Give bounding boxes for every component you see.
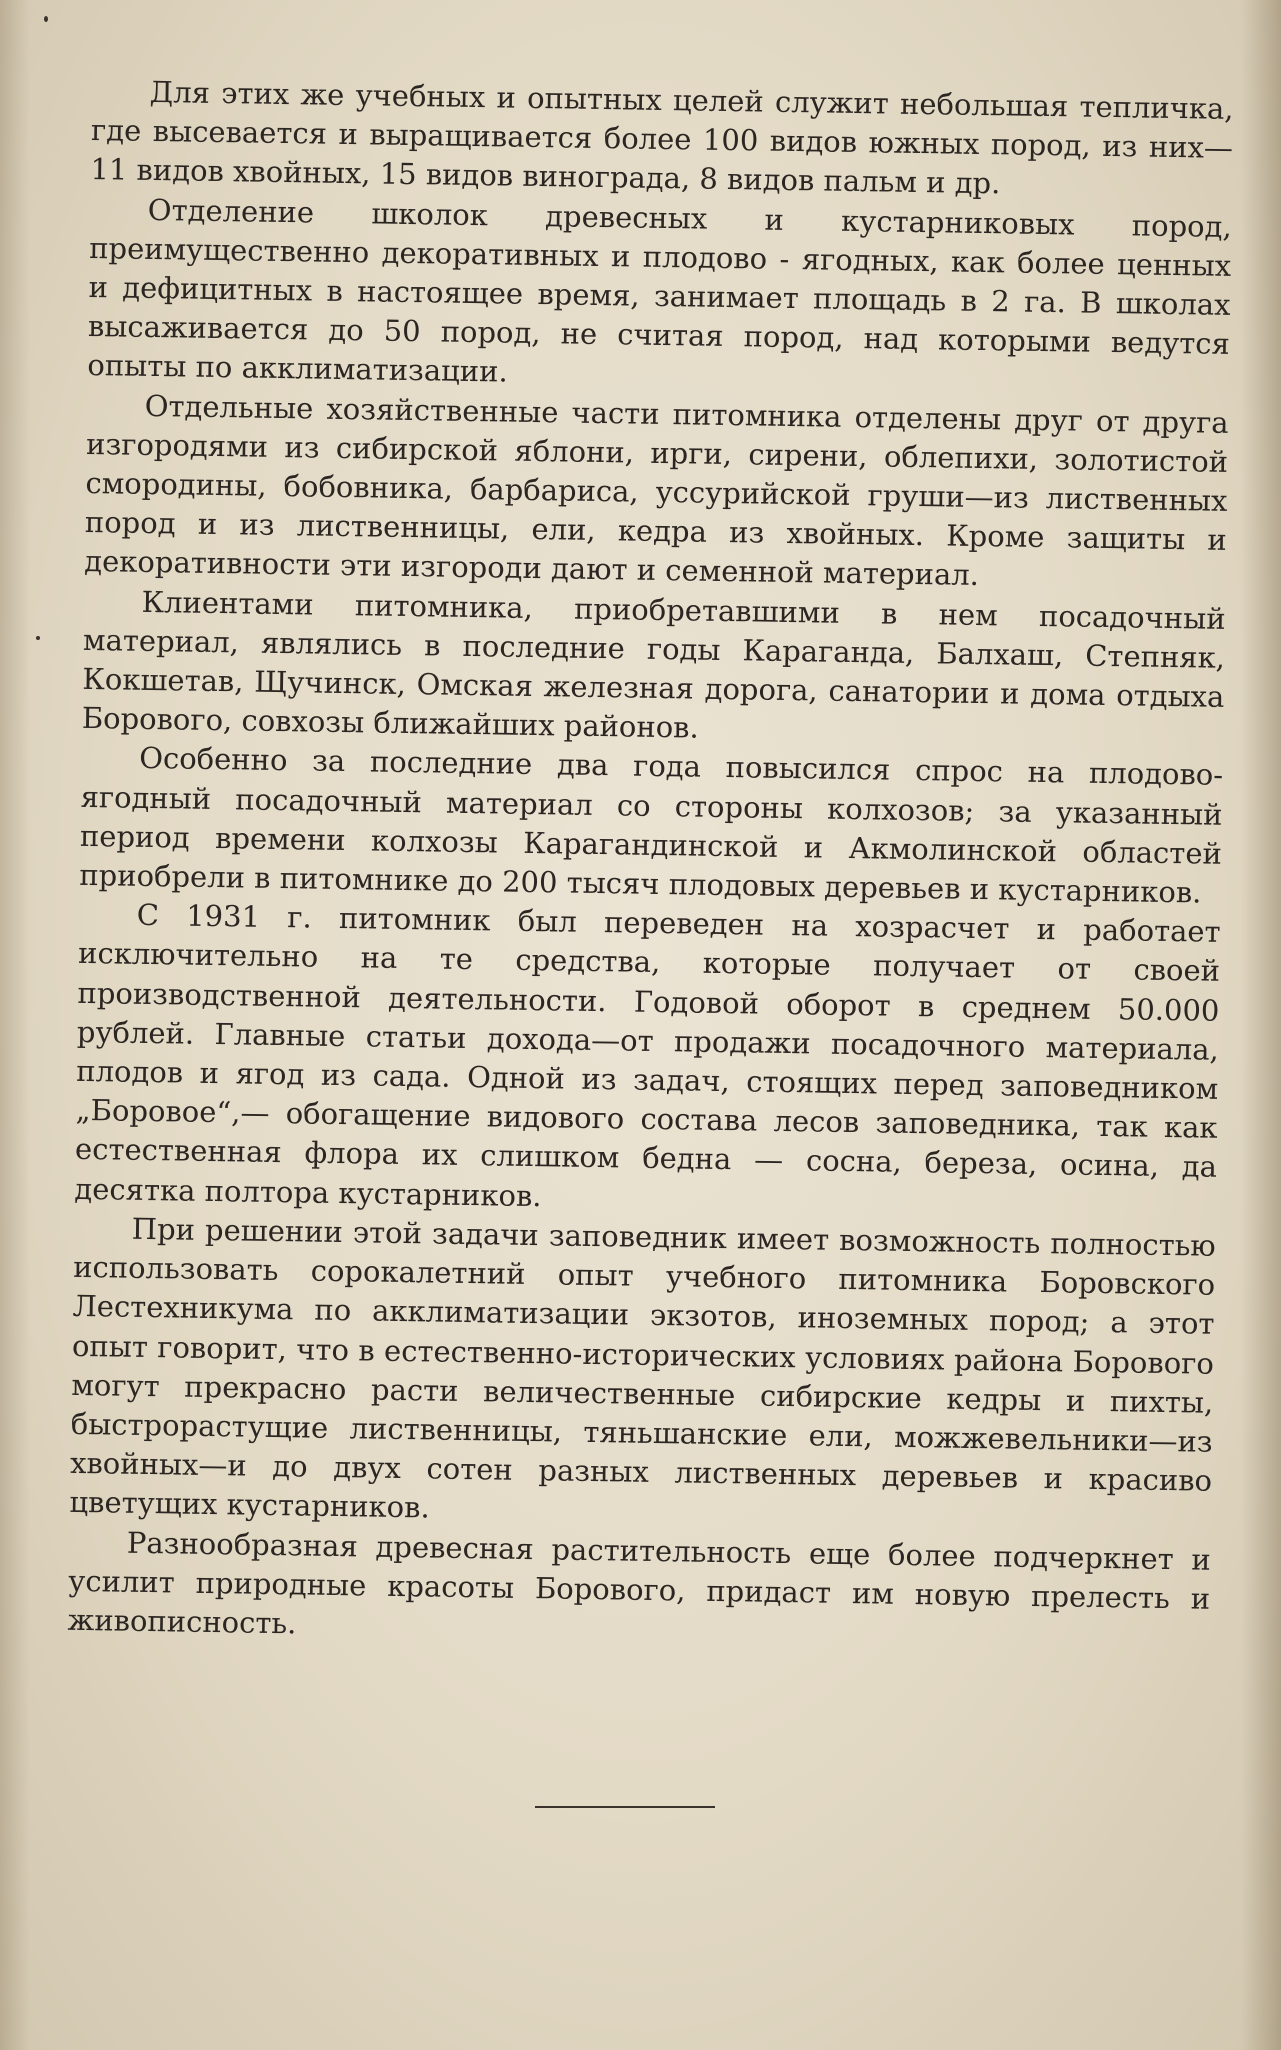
body-text	[67, 72, 1233, 1658]
paragraph: Отделение школок древесных и кустарниковых пород, преимущественно декоративных и плодово - ягодных, как более ценных и дефицитных в настоящее время, занимает площадь в 2 га. В школах высаживается до 50 пород, не считая пород, над которыми ведутся опыты по акклиматизации.	[87, 192, 1232, 389]
paragraph: При решении этой задачи заповедник имеет возможность полностью использовать сорокалетний опыт учебного питомника Боровского Лестехникума по акклиматизации экзотов, иноземных пород; а этот опыт говорит, что в естественно-исторических условиях района Борового могут прекрасно расти величественные сибирские кедры и пихты, быстрорастущие лиственницы, тяньшанские ели, можжевельники—из хвойных—и до двух сотен разных лиственных деревьев и красиво цветущих кустарников.	[69, 1211, 1216, 1525]
paragraph: Клиентами питомника, приобретавшими в нем посадочный материал, являлись в последние годы Караганда, Балхаш, Степняк, Кокшетав, Щучинск, Омская железная дорога, санатории и дома отдыха Борового, совхозы ближайших районов.	[81, 584, 1226, 745]
paragraph: Разнообразная древесная растительность еще более подчеркнет и усилит природные красоты Борового, придаст им новую прелесть и живописность.	[67, 1525, 1212, 1641]
ink-speck	[44, 16, 48, 22]
paragraph: Для этих же учебных и опытных целей служит небольшая тепличка, где высевается и выращивается более 100 видов южных пород, из них—11 видов хвойных, 15 видов винограда, 8 видов пальм и др.	[90, 74, 1234, 201]
paragraph: Отдельные хозяйственные части питомника отделены друг от друга изгородями из сибирской яблони, ирги, сирени, облепихи, золотистой смородины, бобовника, барбариса, уссурийской груши—из лиственных пород и из лиственницы, ели, кедра из хвойных. Кроме защиты и декоративности эти изгороди дают и семенной материал.	[84, 388, 1229, 593]
ink-speck	[36, 636, 40, 640]
paragraph: Особенно за последние два года повысился спрос на плодово-ягодный посадочный материал со стороны колхозов; за указанный период времени колхозы Карагандинской и Акмолинской областей приобрели в питомнике до 200 тысяч плодовых деревьев и кустарников.	[79, 741, 1224, 910]
section-end-rule	[535, 1806, 715, 1808]
paragraph: С 1931 г. питомник был переведен на хозрасчет и работает исключительно на те средства, которые получает от своей производственной деятельности. Годовой оборот в среднем 50.000 рублей. Главные статьи дохода—от продажи посадочного материала, плодов и ягод из сада. Одной из задач, стоящих перед заповедником „Боровое“,— обогащение видового состава лесов заповедника, так как естественная флора их слишком бедна — сосна, береза, осина, да десятка полтора кустарников.	[74, 898, 1221, 1213]
